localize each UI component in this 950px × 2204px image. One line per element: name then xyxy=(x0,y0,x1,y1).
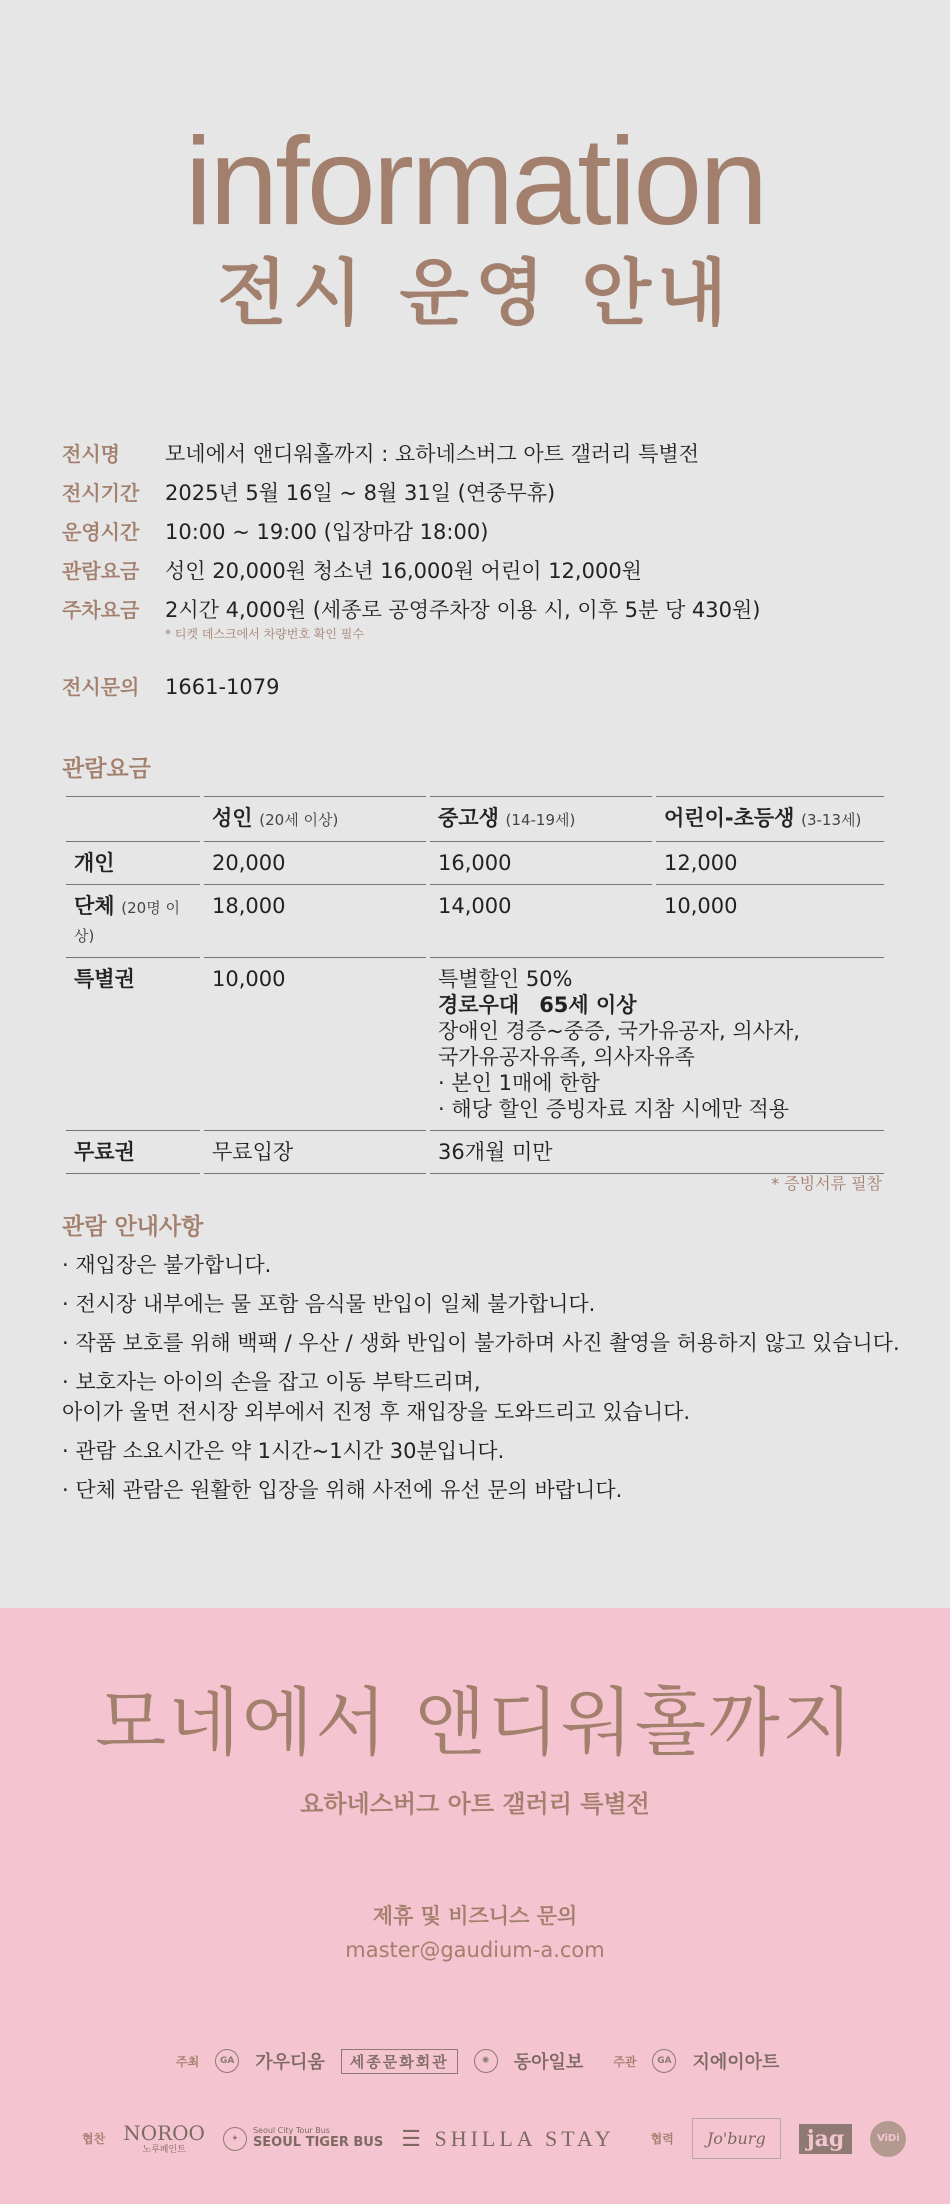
fee-note: * 증빙서류 필참 xyxy=(771,1174,882,1193)
table-cell: 10,000 xyxy=(204,957,426,1130)
ga-art-logo-text: 지에이아트 xyxy=(692,2052,780,2073)
table-cell: 14,000 xyxy=(430,884,652,957)
guide-list xyxy=(62,1250,902,1514)
exhibition-subtitle: 요하네스버그 아트 갤러리 특별전 xyxy=(300,1790,650,1818)
list-item: · 작품 보호를 위해 백팩 / 우산 / 생화 반입이 불가하며 사진 촬영을 허용하지 않고 있습니다. xyxy=(62,1331,900,1355)
host-tag: 주최 xyxy=(176,2054,200,2069)
table-row xyxy=(66,1130,884,1174)
special-line: 경로우대 65세 이상 xyxy=(438,993,637,1017)
info-label: 운영시간 xyxy=(62,520,140,544)
exhibition-title: 모네에서 앤디워홀까지 xyxy=(94,1680,856,1766)
info-label: 주차요금 xyxy=(62,598,140,622)
list-item: · 재입장은 불가합니다. xyxy=(62,1253,272,1277)
jag-logo: jag xyxy=(799,2124,853,2154)
info-row-period xyxy=(62,477,892,516)
info-value: 10:00 ~ 19:00 (입장마감 18:00) xyxy=(165,520,489,544)
info-value: 모네에서 앤디워홀까지 : 요하네스버그 아트 갤러리 특별전 xyxy=(165,442,699,466)
list-item: · 단체 관람은 원활한 입장을 위해 사전에 유선 문의 바랍니다. xyxy=(62,1478,623,1502)
table-cell: 16,000 xyxy=(430,841,652,884)
info-value: 1661-1079 xyxy=(165,675,280,699)
info-value: 성인 20,000원 청소년 16,000원 어린이 12,000원 xyxy=(165,559,642,583)
shilla-stay-logo: ☰ SHILLA STAY xyxy=(401,2125,615,2151)
table-cell: 무료입장 xyxy=(204,1130,426,1174)
table-cell: 20,000 xyxy=(204,841,426,884)
vidi-logo: ViDi xyxy=(870,2121,906,2157)
info-row-fee xyxy=(62,555,892,594)
table-header-empty xyxy=(66,796,200,841)
info-label: 관람요금 xyxy=(62,559,140,583)
special-line: 국가유공자유족, 의사자유족 xyxy=(438,1045,695,1069)
table-row xyxy=(66,884,884,957)
table-header-adult: 성인 (20세 이상) xyxy=(204,796,426,841)
info-row-hours xyxy=(62,516,892,555)
table-row xyxy=(66,957,884,1130)
guides-heading: 관람 안내사항 xyxy=(62,1214,204,1240)
list-item: · 보호자는 아이의 손을 잡고 이동 부탁드리며, 아이가 울면 전시장 외부에서 진정 후 재입장을 도와드리고 있습니다. xyxy=(62,1370,691,1424)
shilla-stay-icon: ☰ xyxy=(401,2125,425,2151)
table-cell: 36개월 미만 xyxy=(430,1130,884,1174)
row-label: 단체 (20명 이상) xyxy=(66,884,200,957)
row-label: 무료권 xyxy=(66,1130,200,1174)
table-header-child: 어린이-초등생 (3-13세) xyxy=(656,796,884,841)
sponsor-tag: 협찬 xyxy=(82,2132,106,2146)
joburg-logo: Jo'burg xyxy=(692,2118,781,2159)
gaudium-logo-icon: GA xyxy=(215,2049,239,2073)
fee-table xyxy=(62,796,888,1174)
contact-email-link[interactable]: master@gaudium-a.com xyxy=(345,1938,605,1962)
special-conditions xyxy=(430,957,884,1130)
row-label: 특별권 xyxy=(66,957,200,1130)
contact-heading: 제휴 및 비즈니스 문의 xyxy=(372,1904,578,1928)
table-header-teen: 중고생 (14-19세) xyxy=(430,796,652,841)
table-row xyxy=(66,841,884,884)
ga-art-logo-icon: GA xyxy=(652,2049,676,2073)
parking-note: * 티켓 데스크에서 차량번호 확인 필수 xyxy=(165,627,364,641)
list-item: · 관람 소요시간은 약 1시간~1시간 30분입니다. xyxy=(62,1439,505,1463)
page-subtitle: 전시 운영 안내 xyxy=(217,251,733,335)
sejong-center-logo: 세종문화회관 xyxy=(341,2049,458,2074)
seoul-tiger-bus-logo: ✦ Seoul City Tour Bus SEOUL TIGER BUS xyxy=(223,2127,383,2151)
special-line: · 해당 할인 증빙자료 지참 시에만 적용 xyxy=(438,1097,790,1121)
partner-tag: 협력 xyxy=(650,2132,674,2146)
special-line: 장애인 경증~중증, 국가유공자, 의사자, xyxy=(438,1019,800,1043)
footer-section xyxy=(0,1608,950,2204)
host-logos xyxy=(176,2048,779,2074)
special-line: · 본인 1매에 한함 xyxy=(438,1071,600,1095)
tiger-emblem-icon: ✦ xyxy=(223,2127,247,2151)
page-title: information xyxy=(184,113,766,251)
organizer-tag: 주관 xyxy=(613,2054,637,2069)
table-cell: 18,000 xyxy=(204,884,426,957)
noroo-logo: NOROO 노루페인트 xyxy=(123,2120,205,2155)
special-line: 특별할인 50% xyxy=(438,967,573,991)
info-row-name xyxy=(62,438,892,477)
info-label: 전시명 xyxy=(62,442,120,466)
table-cell: 12,000 xyxy=(656,841,884,884)
donga-logo-text: 동아일보 xyxy=(513,2052,584,2073)
fee-heading: 관람요금 xyxy=(62,756,151,782)
info-row-inquiry xyxy=(62,671,892,710)
table-header-row xyxy=(66,796,884,841)
row-label: 개인 xyxy=(66,841,200,884)
info-label: 전시기간 xyxy=(62,481,140,505)
sponsor-logos xyxy=(82,2118,906,2159)
table-cell: 10,000 xyxy=(656,884,884,957)
info-value: 2시간 4,000원 (세종로 공영주차장 이용 시, 이후 5분 당 430원) xyxy=(165,598,761,622)
gaudium-logo-text: 가우디움 xyxy=(255,2052,325,2073)
donga-emblem-icon: ✺ xyxy=(474,2049,498,2073)
info-list xyxy=(62,438,892,710)
info-label: 전시문의 xyxy=(62,675,140,699)
info-value: 2025년 5월 16일 ~ 8월 31일 (연중무휴) xyxy=(165,481,556,505)
list-item: · 전시장 내부에는 물 포함 음식물 반입이 일체 불가합니다. xyxy=(62,1292,596,1316)
